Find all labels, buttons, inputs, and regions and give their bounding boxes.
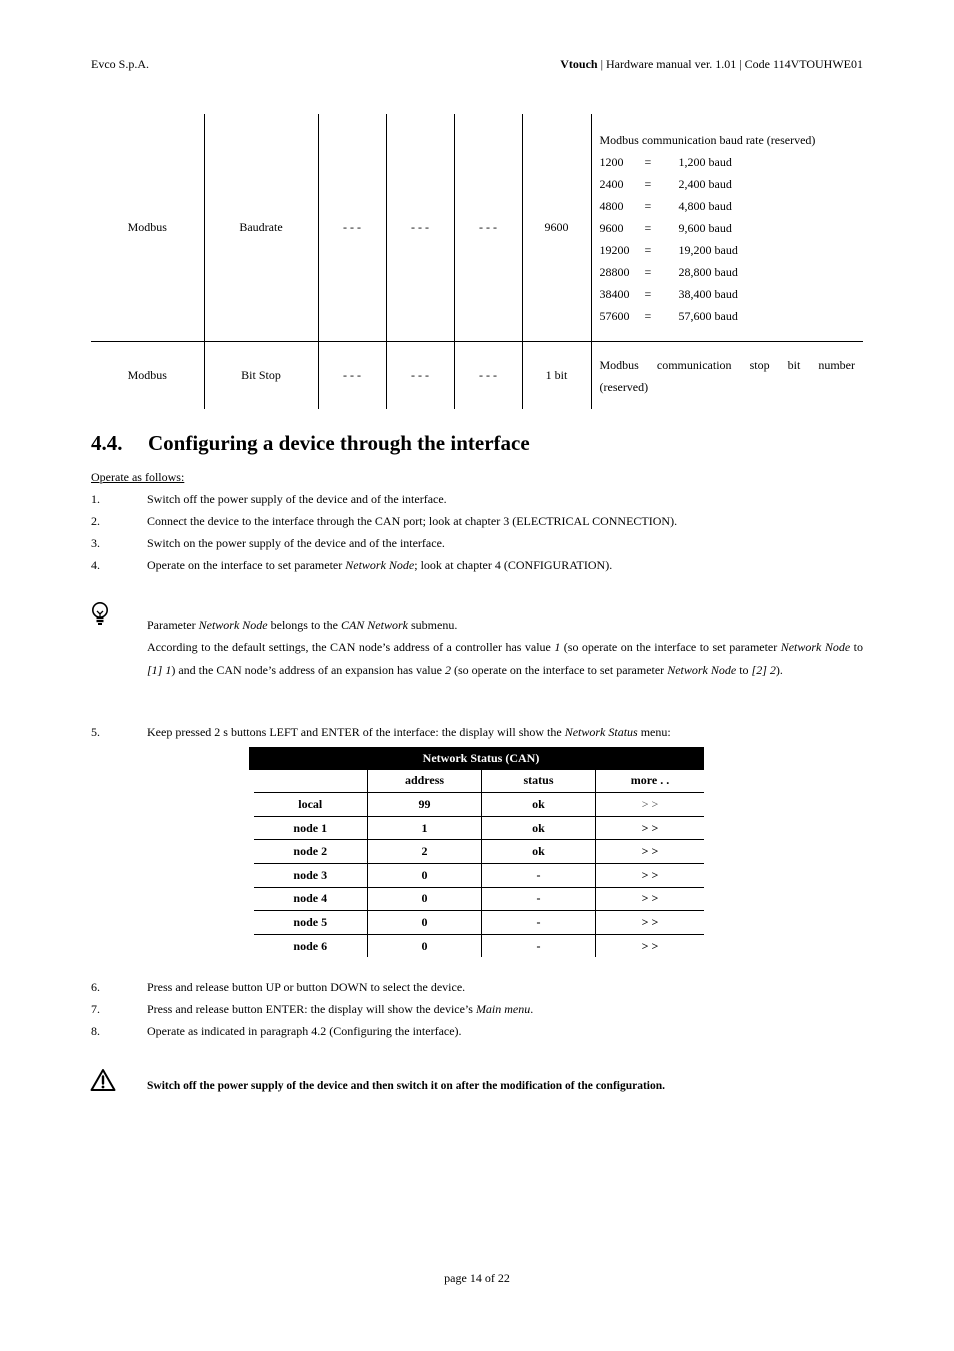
param-max: - - - <box>386 114 454 341</box>
node-more: > > <box>596 887 705 911</box>
equals-sign: = <box>644 287 652 302</box>
baud-label: 19,200 baud <box>678 243 738 258</box>
baud-value: 28800 <box>599 265 630 280</box>
parameter-row-bitstop <box>91 341 863 409</box>
step-number: 3. <box>91 536 100 550</box>
equals-sign: = <box>644 265 652 280</box>
step-number: 7. <box>91 1002 100 1016</box>
col-header-address: address <box>368 770 482 793</box>
equals-sign: = <box>644 243 652 258</box>
step-text-emphasis: Network Node <box>345 558 415 572</box>
baud-option <box>600 305 856 327</box>
baud-option <box>600 283 856 305</box>
baud-option <box>600 261 856 283</box>
param-group: Modbus <box>127 219 167 234</box>
baud-label: 57,600 baud <box>678 309 738 324</box>
param-group: Modbus <box>91 341 204 409</box>
col-header-node <box>254 770 368 793</box>
lightbulb-icon <box>91 602 109 626</box>
header-manual-info: | Hardware manual ver. 1.01 | Code 114VTOUHWE01 <box>597 57 863 71</box>
node-name: node 6 <box>293 938 328 953</box>
node-address: 0 <box>368 934 482 957</box>
network-status-table <box>249 747 704 957</box>
param-unit: - - - <box>454 341 522 409</box>
note-paragraph-2 <box>147 636 863 681</box>
baud-label: 4,800 baud <box>678 199 732 214</box>
node-address: 2 <box>368 840 482 864</box>
param-description <box>591 341 863 409</box>
note-text: to <box>736 662 752 677</box>
note-text: submenu. <box>407 618 458 632</box>
note-emphasis: Network Node <box>667 662 737 677</box>
node-name: node 5 <box>254 911 368 935</box>
step-number: 1. <box>91 492 100 506</box>
equals-sign: = <box>644 199 652 214</box>
equals-sign: = <box>644 177 652 192</box>
param-default: 1 bit <box>522 341 591 409</box>
network-status-row <box>254 816 705 840</box>
node-status: ok <box>482 840 596 864</box>
step-text-emphasis: Main menu <box>475 1002 531 1016</box>
baud-value: 1200 <box>599 155 624 170</box>
step-number: 4. <box>91 558 100 572</box>
step-number: 5. <box>91 725 100 739</box>
note-paragraph-1 <box>147 614 863 636</box>
desc-line-2: (reserved) <box>599 380 649 395</box>
baud-value: 38400 <box>599 287 630 302</box>
section-title: Configuring a device through the interface <box>148 431 530 455</box>
note-text: (so operate on the interface to set parameter <box>560 640 781 655</box>
node-name: node 1 <box>254 816 368 840</box>
step-number: 2. <box>91 514 100 528</box>
note-text: According to the default settings, the CAN node’s address of a controller has value <box>147 640 555 655</box>
step-text-emphasis: Network Status <box>564 725 638 739</box>
step-text <box>147 725 671 740</box>
note-emphasis: 1 <box>554 640 561 655</box>
param-unit: - - - <box>454 114 522 341</box>
baud-value: 2400 <box>599 177 624 192</box>
baud-value: 19200 <box>599 243 630 258</box>
node-address: 1 <box>368 816 482 840</box>
section-number: 4.4. <box>91 431 123 455</box>
baud-option <box>600 195 856 217</box>
step-text-part: Press and release button ENTER: the display will show the device’s <box>147 1002 476 1016</box>
baud-label: 38,400 baud <box>678 287 738 302</box>
note-text: ) and the CAN node’s address of an expansion has value <box>171 662 445 677</box>
baud-label: 1,200 baud <box>678 155 732 170</box>
node-name: node 3 <box>254 863 368 887</box>
note-text: Parameter <box>147 618 199 632</box>
node-address: 0 <box>368 911 482 935</box>
section-heading <box>91 431 530 456</box>
node-more: > > <box>596 840 705 864</box>
step-number: 6. <box>91 980 100 994</box>
baud-label: 9,600 baud <box>678 221 732 236</box>
baud-value: 9600 <box>599 221 624 236</box>
step-text-part: Keep pressed 2 s buttons LEFT and ENTER of the interface: the display will show the <box>147 725 565 739</box>
warning-text: Switch off the power supply of the device and then switch it on after the modification of the configuration. <box>147 1080 666 1092</box>
node-more: > > <box>596 863 705 887</box>
step-text-part: menu: <box>637 725 671 739</box>
note-emphasis: [1] 1 <box>147 662 172 677</box>
col-header-more: more . . <box>596 770 705 793</box>
param-min: - - - <box>318 114 386 341</box>
network-status-header-row <box>254 770 705 793</box>
step-text <box>147 558 612 573</box>
note-emphasis: [2] 2 <box>751 662 776 677</box>
network-status-row <box>254 793 705 817</box>
header-product: Vtouch <box>560 57 598 71</box>
baud-value: 57600 <box>599 309 630 324</box>
baud-label: 28,800 baud <box>678 265 738 280</box>
note-emphasis: Network Node <box>198 618 268 632</box>
desc-line-1: Modbus communication stop bit number <box>599 358 855 373</box>
param-default: 9600 <box>522 114 591 341</box>
node-more: > > <box>596 911 705 935</box>
node-more: > > <box>596 934 705 957</box>
node-more: > > <box>596 816 705 840</box>
operate-label: Operate as follows: <box>91 470 185 484</box>
baud-options <box>600 151 856 327</box>
baud-option <box>600 151 856 173</box>
page-number: page 14 of 22 <box>444 1271 510 1285</box>
warning-triangle-icon <box>90 1068 116 1092</box>
note-block <box>147 614 863 681</box>
node-name: node 4 <box>254 887 368 911</box>
note-emphasis: 2 <box>444 662 451 677</box>
node-status: - <box>482 911 596 935</box>
baud-label: 2,400 baud <box>678 177 732 192</box>
node-name: node 2 <box>254 840 368 864</box>
step-text: Switch off the power supply of the device and of the interface. <box>147 492 447 506</box>
node-status: - <box>482 863 596 887</box>
node-more: > > <box>596 793 705 817</box>
node-address: 0 <box>368 887 482 911</box>
network-status-row <box>254 840 705 864</box>
baud-option <box>600 173 856 195</box>
step-number: 8. <box>91 1024 100 1038</box>
step-text-part: Operate on the interface to set parameter <box>147 558 346 572</box>
node-address: 0 <box>368 863 482 887</box>
node-name: local <box>254 793 368 817</box>
equals-sign: = <box>644 221 652 236</box>
header-title <box>560 57 863 72</box>
baud-option <box>600 217 856 239</box>
header-company: Evco S.p.A. <box>91 57 149 71</box>
network-status-title-row <box>254 747 705 770</box>
network-status-row <box>254 934 705 957</box>
node-status: ok <box>482 816 596 840</box>
step-text-part: ; look at chapter 4 (CONFIGURATION). <box>414 558 613 572</box>
step-text: Switch on the power supply of the device and of the interface. <box>147 536 445 550</box>
node-address: 99 <box>368 793 482 817</box>
note-text: (so operate on the interface to set parameter <box>450 662 668 677</box>
equals-sign: = <box>644 309 652 324</box>
network-status-row <box>254 863 705 887</box>
baud-option <box>600 239 856 261</box>
param-description <box>591 114 863 341</box>
note-text: belongs to the <box>267 618 341 632</box>
col-header-status: status <box>482 770 596 793</box>
note-emphasis: Network Node <box>780 640 851 655</box>
step-text: Connect the device to the interface through the CAN port; look at chapter 3 (ELECTRICAL CONNECTION). <box>147 514 678 528</box>
note-text: to <box>850 640 863 655</box>
node-status: - <box>482 887 596 911</box>
node-status: ok <box>482 793 596 817</box>
note-emphasis: CAN Network <box>340 618 408 632</box>
node-status: - <box>482 934 596 957</box>
parameter-table <box>91 114 863 409</box>
param-max: - - - <box>386 341 454 409</box>
step-text: Operate as indicated in paragraph 4.2 (Configuring the interface). <box>147 1024 462 1038</box>
step-text-part: . <box>530 1002 534 1016</box>
network-status-row <box>254 911 705 935</box>
parameter-row-baudrate <box>91 114 863 341</box>
param-name: Bit Stop <box>204 341 318 409</box>
param-name: Baudrate <box>204 114 318 341</box>
step-text <box>147 1002 533 1017</box>
equals-sign: = <box>644 155 652 170</box>
network-status-title: Network Status (CAN) <box>254 747 705 770</box>
network-status-row <box>254 887 705 911</box>
baud-value: 4800 <box>599 199 624 214</box>
step-text: Press and release button UP or button DOWN to select the device. <box>147 980 466 994</box>
desc-title: Modbus communication baud rate (reserved) <box>599 133 816 148</box>
note-text: ). <box>775 662 783 677</box>
param-min: - - - <box>318 341 386 409</box>
